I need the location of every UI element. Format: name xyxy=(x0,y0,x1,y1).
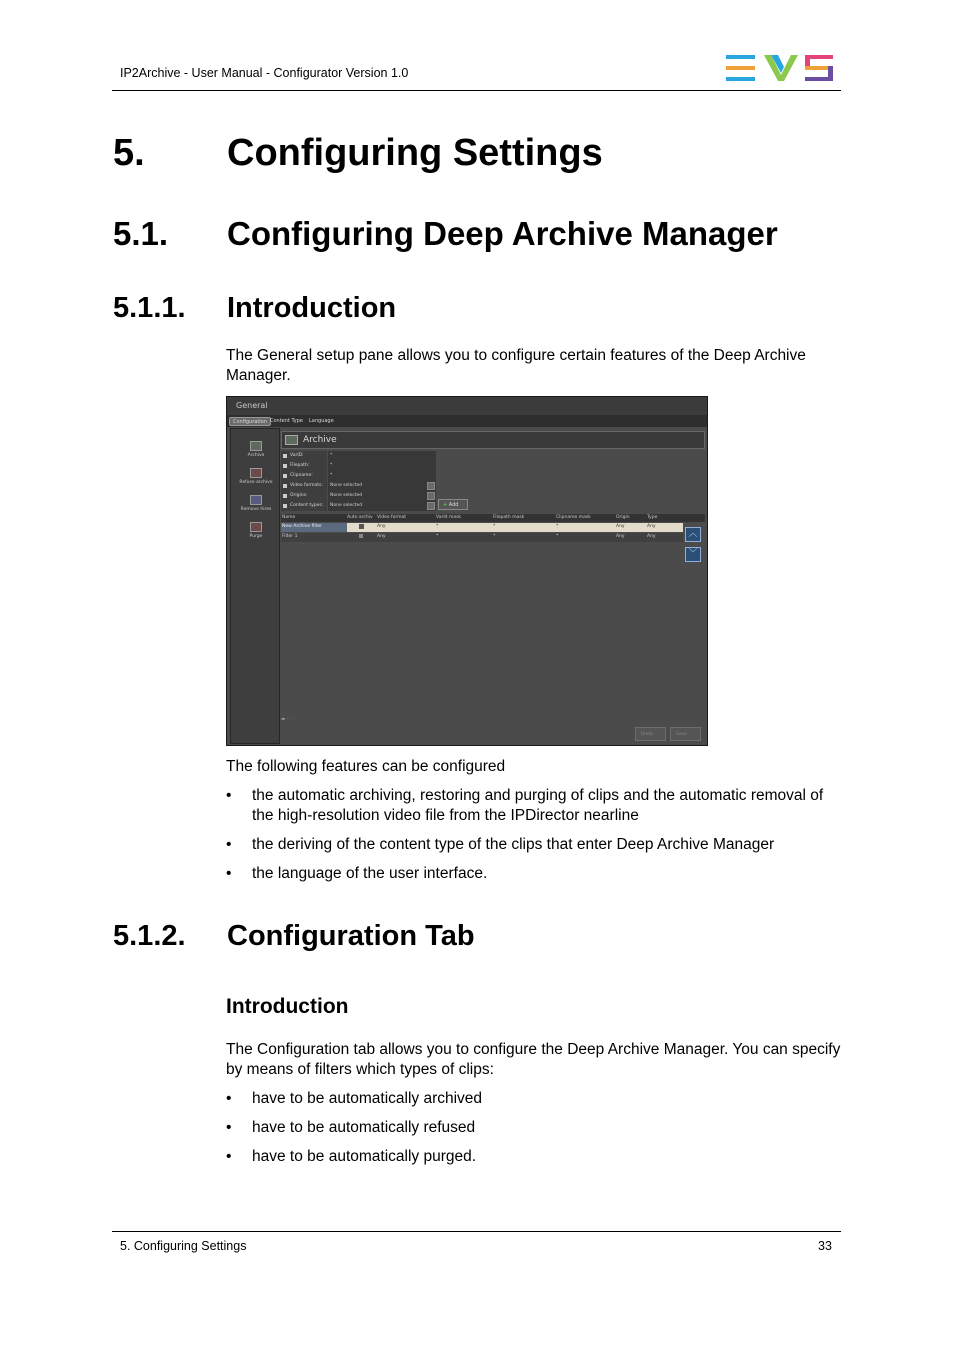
list-item-text: the high-resolution video file from the IPDirector nearline xyxy=(252,807,639,824)
subsection-heading xyxy=(113,292,813,328)
subsection-title: Introduction xyxy=(227,292,397,324)
undo-button[interactable] xyxy=(635,727,666,741)
row-cell: * xyxy=(493,534,496,539)
dropdown-arrow-icon[interactable] xyxy=(427,482,435,490)
row-cell: Any xyxy=(616,534,625,539)
move-up-button[interactable] xyxy=(685,527,701,542)
filter-label: Filepath: xyxy=(281,461,327,471)
row-cell: * xyxy=(493,524,496,529)
list-item xyxy=(226,1147,836,1167)
archive-icon xyxy=(285,435,298,445)
chevron-up-icon: ︿ xyxy=(688,529,698,539)
subsection-title: Configuration Tab xyxy=(227,920,475,952)
row-cell: Filter 1 xyxy=(282,534,298,539)
plus-icon: + xyxy=(443,502,448,508)
filter-field-filepath[interactable] xyxy=(281,461,436,471)
row-cell: Any xyxy=(647,534,656,539)
sidebar-item-remove-hires[interactable] xyxy=(231,495,281,512)
list-item xyxy=(226,835,836,855)
general-pane-screenshot xyxy=(226,396,708,746)
filter-label: Origins: xyxy=(281,491,327,501)
row-cell: Any xyxy=(616,524,625,529)
filter-field-content-types[interactable] xyxy=(281,501,436,511)
list-item xyxy=(226,1089,836,1109)
archive-icon xyxy=(250,441,262,451)
checkbox[interactable] xyxy=(283,464,287,468)
row-cell: * xyxy=(556,534,559,539)
sidebar-item-label: Archive xyxy=(247,453,265,458)
filter-value[interactable]: * xyxy=(328,451,436,461)
sidebar-item-purge[interactable] xyxy=(231,522,281,539)
bullet-icon: • xyxy=(226,865,232,882)
row-cell: Any xyxy=(377,524,386,529)
list-item-text: have to be automatically refused xyxy=(252,1119,476,1136)
filter-field-origins[interactable] xyxy=(281,491,436,501)
filter-label: Clipname: xyxy=(281,471,327,481)
list-item xyxy=(226,1118,836,1138)
subheading: Introduction xyxy=(226,995,349,1018)
table-row[interactable] xyxy=(281,533,683,542)
header-rule xyxy=(112,90,841,91)
column-header[interactable]: Auto archiv xyxy=(347,515,373,520)
row-cell: * xyxy=(556,524,559,529)
window-title: General xyxy=(227,397,707,415)
tab-language[interactable]: Language xyxy=(309,418,334,424)
checkbox[interactable] xyxy=(283,494,287,498)
filter-value[interactable]: None selected xyxy=(328,491,436,501)
column-header[interactable]: Name xyxy=(282,515,296,520)
bullet-icon: • xyxy=(226,787,232,804)
checkbox[interactable] xyxy=(283,454,287,458)
intro-paragraph xyxy=(226,346,846,386)
footer-chapter: 5. Configuring Settings xyxy=(120,1239,247,1253)
bullet-icon: • xyxy=(226,1119,232,1136)
section-number: 5.1. xyxy=(113,215,169,252)
save-button[interactable] xyxy=(670,727,701,741)
add-button[interactable] xyxy=(438,499,468,510)
list-item-text: the deriving of the content type of the clips that enter Deep Archive Manager xyxy=(252,836,775,853)
config-line: by means of filters which types of clips: xyxy=(226,1061,494,1078)
list-item xyxy=(226,786,836,826)
checkbox[interactable] xyxy=(283,484,287,488)
filter-label: Content types: xyxy=(281,501,327,511)
tab-content-type[interactable]: Content Type xyxy=(270,418,303,424)
row-cell: * xyxy=(436,524,439,529)
auto-archive-checkbox[interactable] xyxy=(359,534,363,538)
pane-title: Archive xyxy=(303,435,337,445)
subsection-number: 5.1.2. xyxy=(113,920,186,952)
purge-icon xyxy=(250,522,262,532)
list-item xyxy=(226,864,836,884)
save-label: Save xyxy=(676,732,688,737)
intro-line: Manager. xyxy=(226,367,291,384)
chapter-number: 5. xyxy=(113,132,145,174)
row-cell: Any xyxy=(647,524,656,529)
filter-value[interactable]: None selected xyxy=(328,501,436,511)
column-header[interactable]: VarId mask xyxy=(436,515,462,520)
column-header[interactable]: Origin xyxy=(616,515,630,520)
dropdown-arrow-icon[interactable] xyxy=(427,492,435,500)
tab-configuration[interactable]: Configuration xyxy=(229,417,271,426)
filter-label: VarID: xyxy=(281,451,327,461)
sidebar xyxy=(230,428,280,744)
auto-archive-checkbox[interactable] xyxy=(359,524,364,529)
section-title: Configuring Deep Archive Manager xyxy=(227,215,778,252)
page-number: 33 xyxy=(818,1239,832,1253)
filter-field-varid[interactable] xyxy=(281,451,436,461)
row-cell: Any xyxy=(377,534,386,539)
list-item-text: the automatic archiving, restoring and purging of clips and the automatic removal of xyxy=(252,787,824,804)
bullet-icon: • xyxy=(226,1090,232,1107)
column-header[interactable]: Clipname mask xyxy=(556,515,591,520)
sidebar-item-label: Refuse archive xyxy=(239,480,273,485)
subsection-number: 5.1.1. xyxy=(113,292,186,324)
undo-label: Undo xyxy=(641,732,653,737)
list-item-text: the language of the user interface. xyxy=(252,865,488,882)
intro-line: The General setup pane allows you to configure certain features of the Deep Archive xyxy=(226,347,806,364)
filter-value[interactable]: * xyxy=(328,461,436,471)
sidebar-item-archive[interactable] xyxy=(231,441,281,458)
checkbox[interactable] xyxy=(283,504,287,508)
add-label: Add xyxy=(448,502,459,508)
chapter-title: Configuring Settings xyxy=(227,132,603,174)
list-item-text: have to be automatically purged. xyxy=(252,1148,477,1165)
column-header[interactable]: Filepath mask xyxy=(493,515,525,520)
filter-field-video-formats[interactable] xyxy=(281,481,436,491)
column-header[interactable]: Video format xyxy=(377,515,407,520)
filter-field-clipname[interactable] xyxy=(281,471,436,481)
running-header: IP2Archive - User Manual - Configurator Version 1.0 xyxy=(120,66,409,80)
bullet-icon: • xyxy=(226,836,232,853)
bullet-icon: • xyxy=(226,1148,232,1165)
dropdown-arrow-icon[interactable] xyxy=(427,502,435,510)
move-down-button[interactable] xyxy=(685,547,701,562)
sidebar-item-label: Purge xyxy=(249,534,263,539)
remove-hires-icon xyxy=(250,495,262,505)
checkbox[interactable] xyxy=(283,474,287,478)
pane-header xyxy=(281,431,705,449)
column-header[interactable]: Type xyxy=(647,515,658,520)
refuse-archive-icon xyxy=(250,468,262,478)
tab-bar xyxy=(227,415,707,427)
sidebar-item-label: Remove hires xyxy=(240,507,272,512)
chapter-heading xyxy=(113,132,813,178)
filter-table-header xyxy=(281,514,705,522)
status-icons: ▬ ◦ ◦ xyxy=(281,717,294,722)
filter-value[interactable]: None selected xyxy=(328,481,436,491)
evs-logo xyxy=(726,55,834,82)
chevron-down-icon: ﹀ xyxy=(688,549,698,559)
section-heading xyxy=(113,215,833,255)
list-item-text: have to be automatically archived xyxy=(252,1090,483,1107)
row-cell: * xyxy=(436,534,439,539)
subsection-heading xyxy=(113,920,813,956)
sidebar-item-refuse-archive[interactable] xyxy=(231,468,281,485)
config-paragraph xyxy=(226,1040,846,1080)
table-row[interactable] xyxy=(281,523,683,532)
filter-value[interactable]: * xyxy=(328,471,436,481)
row-cell: New Archive filter xyxy=(282,524,322,529)
filter-label: Video formats: xyxy=(281,481,327,491)
footer-rule xyxy=(112,1231,841,1232)
features-lead: The following features can be configured xyxy=(226,758,506,775)
config-line: The Configuration tab allows you to configure the Deep Archive Manager. You can specify xyxy=(226,1041,841,1058)
